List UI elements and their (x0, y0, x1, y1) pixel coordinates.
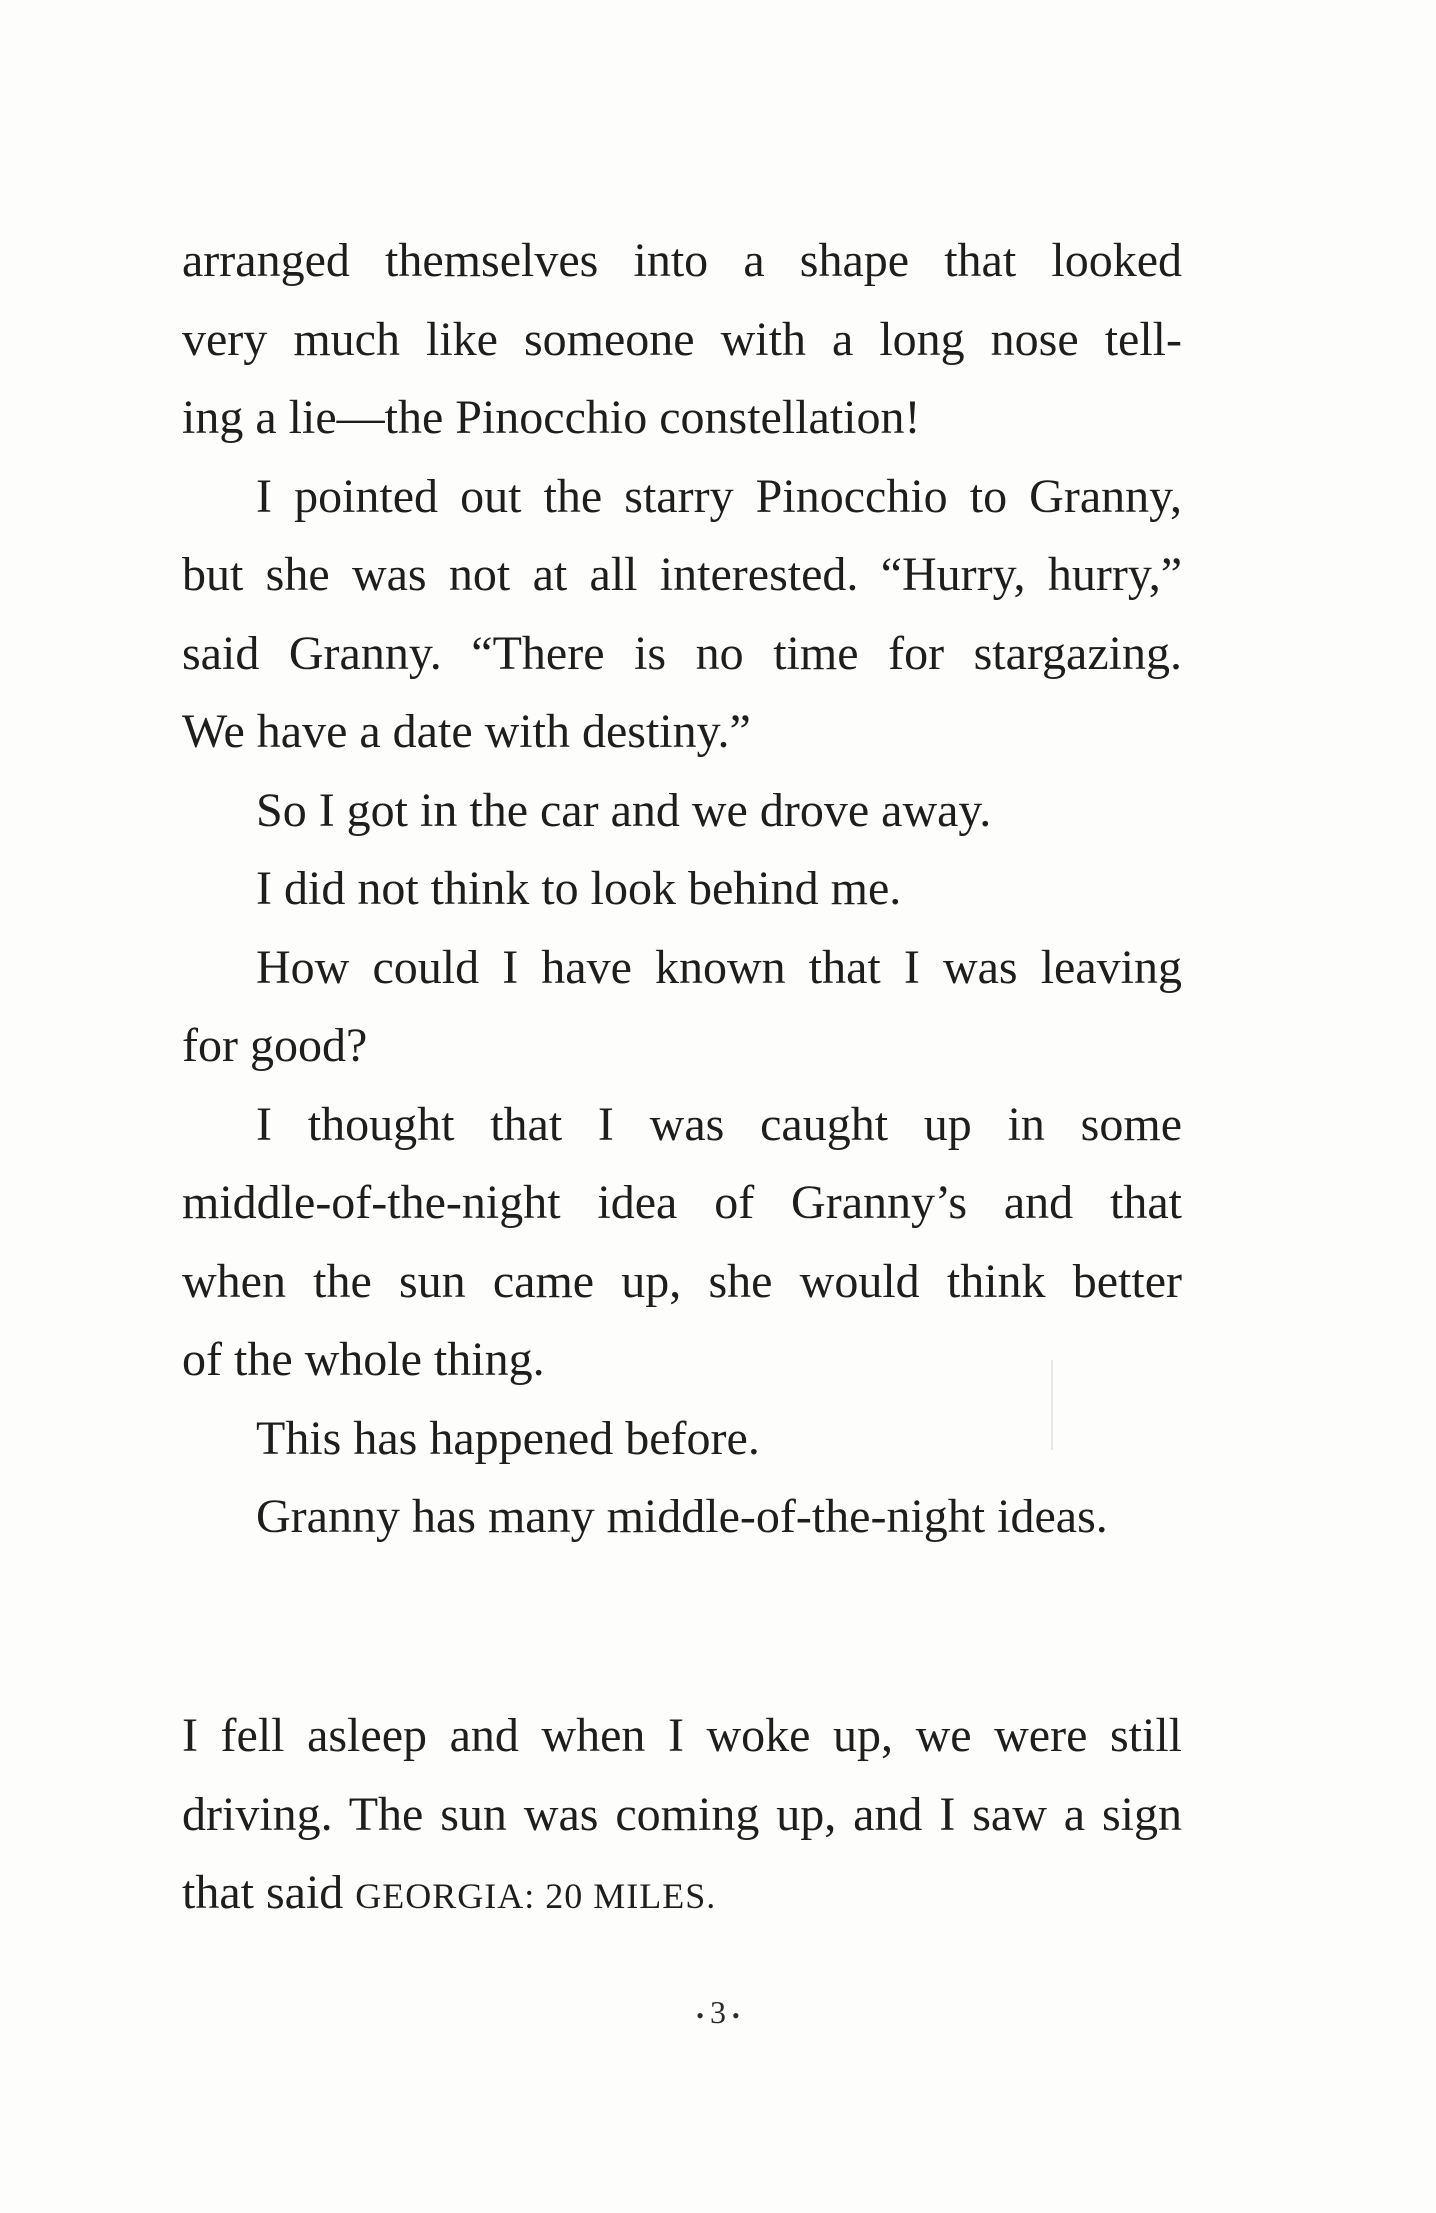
page-number (0, 1992, 1436, 2036)
text-line: This has happened before. (256, 1411, 760, 1465)
text-line: middle-of-the-night idea of Granny’s and that (182, 1176, 1182, 1229)
text-line: driving. The sun was coming up, and I saw a sign (182, 1787, 1182, 1841)
text-line: How could I have known that I was leaving (256, 940, 1182, 994)
folio-dot-right: • (732, 2002, 740, 2028)
text-line: very much like someone with a long nose tell- (182, 312, 1182, 366)
road-sign-text: GEORGIA: 20 MILES. (355, 1876, 717, 1916)
text-line-prefix: that said (182, 1866, 356, 1919)
text-line: I pointed out the starry Pinocchio to Granny, (256, 469, 1182, 523)
text-line: for good? (182, 1019, 368, 1072)
scan-artifact (1051, 1360, 1053, 1450)
text-line: arranged themselves into a shape that looked (182, 234, 1182, 287)
text-line: I did not think to look behind me. (256, 862, 902, 915)
text-line: of the whole thing. (182, 1333, 545, 1386)
text-line: We have a date with destiny.” (182, 705, 751, 758)
page-number-value: 3 (710, 1994, 726, 2030)
text-line: I thought that I was caught up in some (256, 1097, 1182, 1151)
text-line (182, 1854, 1182, 1933)
text-line: Granny has many middle-of-the-night ideas. (256, 1490, 1108, 1543)
text-block-top (182, 222, 1182, 1557)
text-line: ing a lie—the Pinocchio constellation! (182, 391, 921, 444)
text-line: when the sun came up, she would think better (182, 1254, 1182, 1308)
text-line: I fell asleep and when I woke up, we were still (182, 1709, 1182, 1762)
folio-dot-left: • (696, 2002, 704, 2028)
text-line: So I got in the car and we drove away. (256, 783, 992, 837)
text-line: said Granny. “There is no time for stargazing. (182, 626, 1182, 680)
text-line: but she was not at all interested. “Hurry, hurry,” (182, 548, 1182, 601)
text-block-bottom (182, 1697, 1182, 1933)
